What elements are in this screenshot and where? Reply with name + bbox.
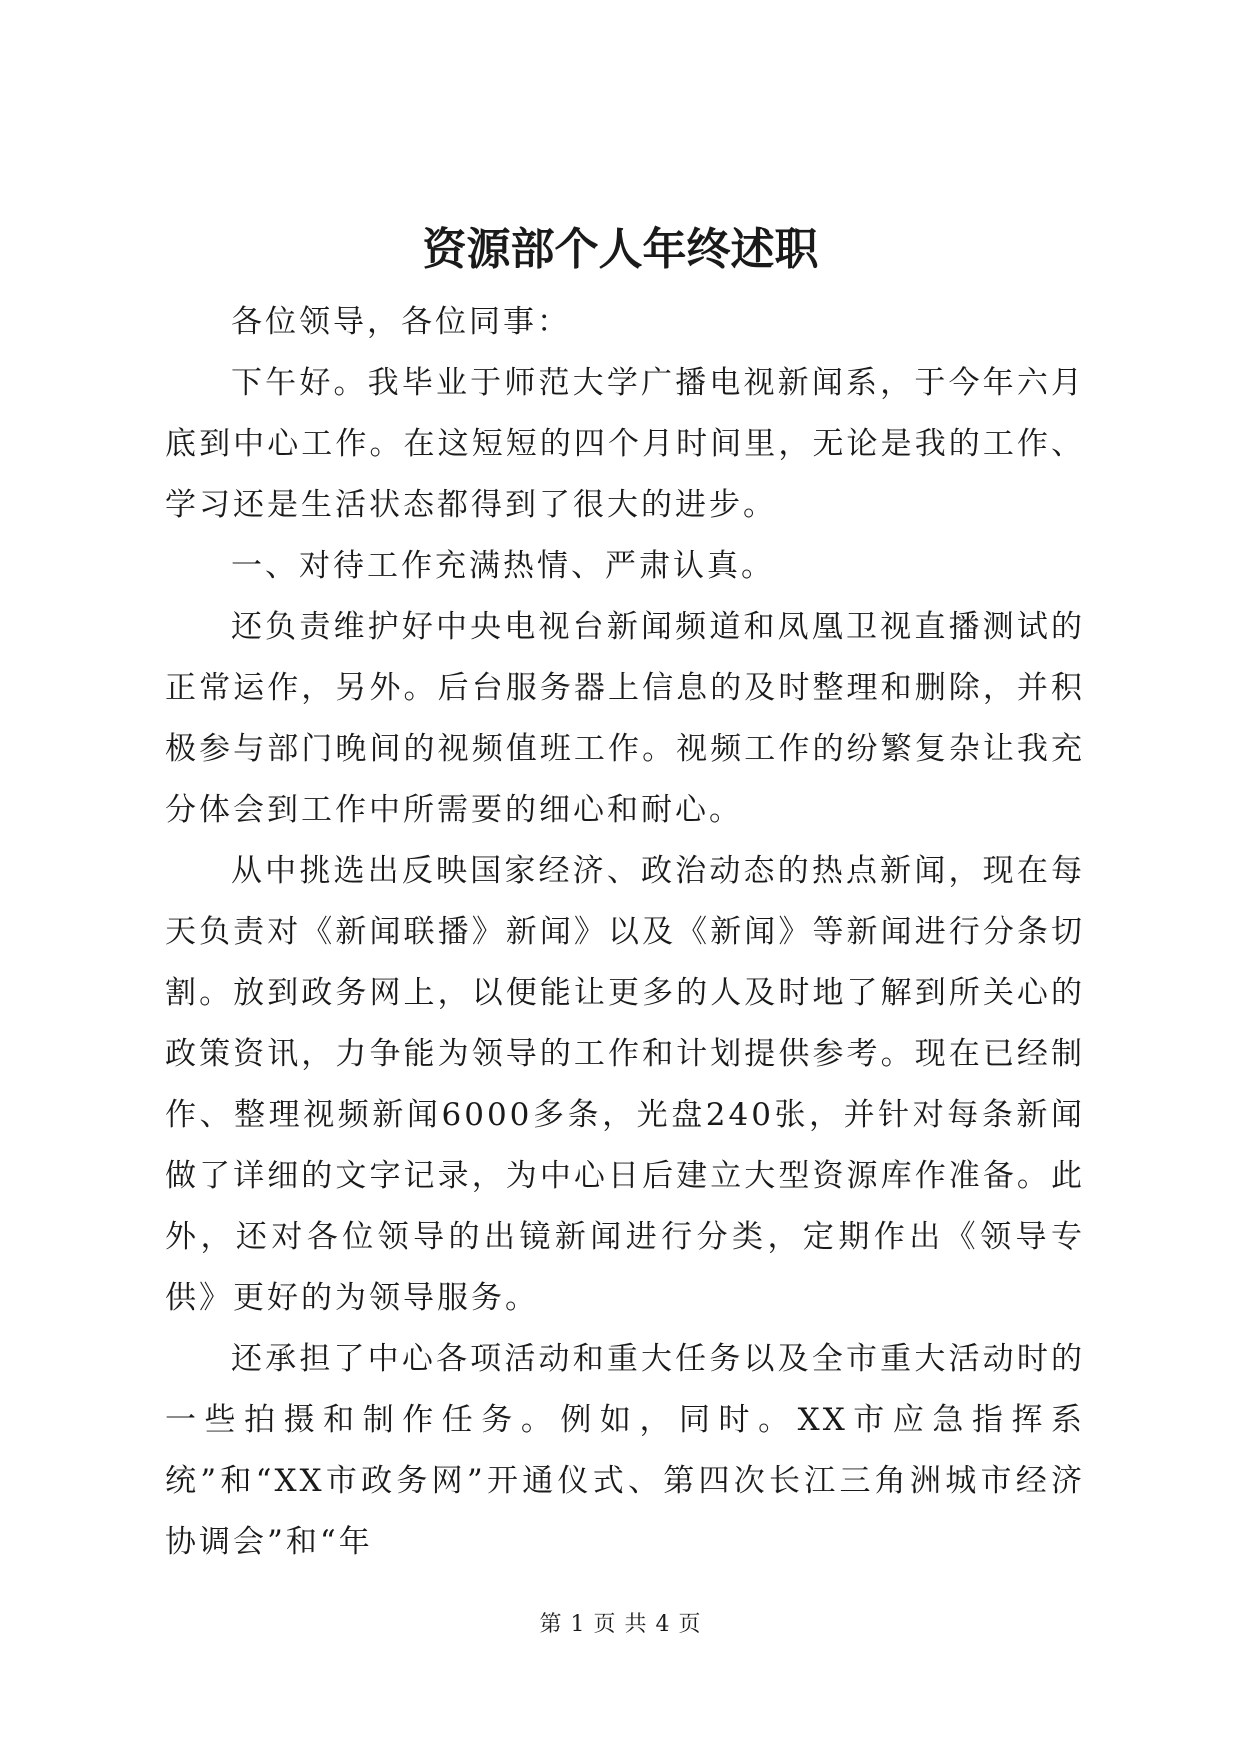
page-number-footer: 第 1 页 共 4 页 <box>539 1612 702 1637</box>
paragraph-tasks: 还承担了中心各项活动和重大任务以及全市重大活动时的一些拍摄和制作任务。例如，同时。XX市应急指挥系统”和“XX市政务网”开通仪式、第四次长江三角洲城市经济协调会”和“年 <box>165 1341 1085 1560</box>
paragraph-intro: 下午好。我毕业于师范大学广播电视新闻系，于今年六月底到中心工作。在这短短的四个月时间里，无论是我的工作、学习还是生活状态都得到了很大的进步。 <box>165 365 1085 523</box>
paragraph-greeting: 各位领导，各位同事： <box>231 304 571 340</box>
document-title: 资源部个人年终述职 <box>422 224 819 275</box>
paragraph-heading-1: 一、对待工作充满热情、严肃认真。 <box>231 548 775 584</box>
document-body <box>165 292 1085 1573</box>
paragraph-maintenance: 还负责维护好中央电视台新闻频道和凤凰卫视直播测试的正常运作，另外。后台服务器上信息的及时整理和删除，并积极参与部门晚间的视频值班工作。视频工作的纷繁复杂让我充分体会到工作中所需要的细心和耐心。 <box>165 609 1085 828</box>
paragraph-news-editing: 从中挑选出反映国家经济、政治动态的热点新闻，现在每天负责对《新闻联播》新闻》以及《新闻》等新闻进行分条切割。放到政务网上，以便能让更多的人及时地了解到所关心的政策资讯，力争能为领导的工作和计划提供参考。现在已经制作、整理视频新闻6000多条，光盘240张，并针对每条新闻做了详细的文字记录，为中心日后建立大型资源库作准备。此外，还对各位领导的出镜新闻进行分类，定期作出《领导专供》更好的为领导服务。 <box>165 853 1085 1316</box>
